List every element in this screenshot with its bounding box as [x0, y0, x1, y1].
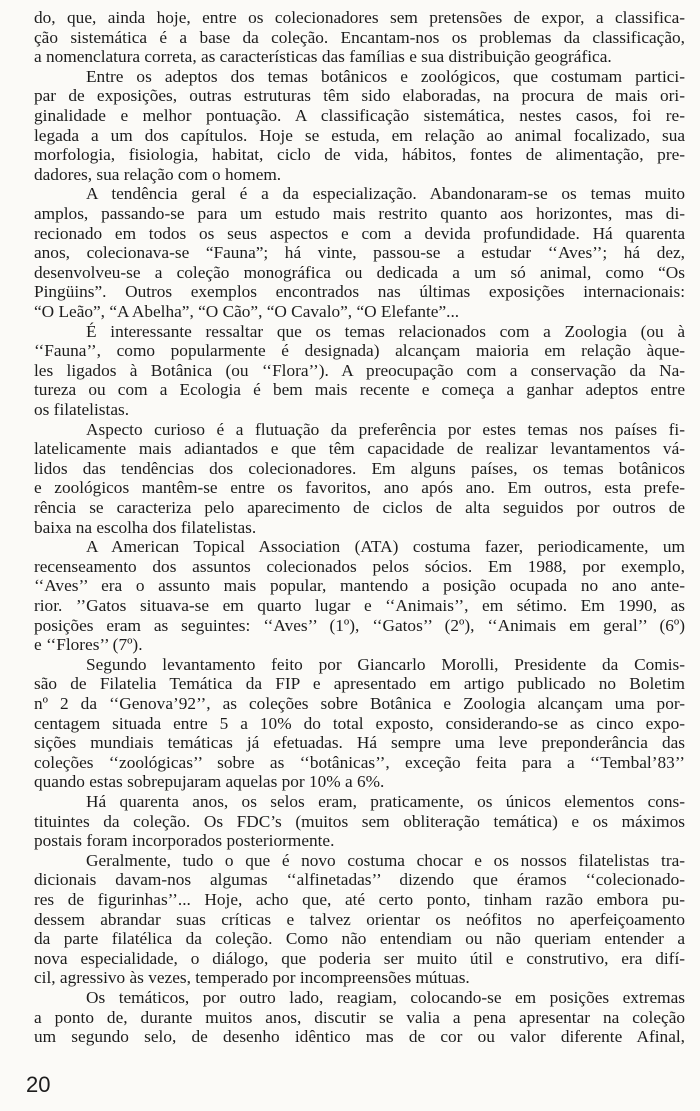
text-line: Entre os adeptos dos temas botânicos e zoológicos, que costumam partici- [86, 66, 685, 86]
text-line: do, que, ainda hoje, entre os colecionadores sem pretensões de expor, a classifica- [34, 8, 685, 27]
text-line: sições mundiais temáticas já efetuadas. Há sempre uma leve preponderância das [34, 733, 685, 753]
text-line: latelicamente mais adiantados e que têm capacidade de realizar levantamentos vá- [34, 439, 685, 459]
text-line: les ligados à Botânica (ou ‘‘Flora’’). A preocupação com a conservação da Na- [34, 360, 685, 380]
text-line: tureza ou com a Ecologia é bem mais recente e começa a ganhar adeptos entre [34, 380, 685, 400]
text-line: a ponto de, durante muitos anos, discutir se valia a pena apresentar na coleção [34, 1007, 685, 1027]
text-line: postais foram incorporados posteriormente. [34, 831, 335, 851]
text-line: dicionais davam-nos algumas ‘‘alfinetadas’’ dizendo que éramos ‘‘colecionado- [34, 870, 685, 890]
text-line: A American Topical Association (ATA) costuma fazer, periodicamente, um [86, 537, 685, 557]
text-line: quando estas sobrepujaram aquelas por 10% a 6%. [34, 772, 385, 792]
text-line: coleções ‘‘zoológicas’’ sobre as ‘‘botânicas’’, exceção feita para a ‘‘Tembal’83’’ [34, 752, 685, 772]
text-line: são de Filatelia Temática da FIP e apresentado em artigo publicado no Boletim [34, 674, 685, 694]
page-number: 20 [26, 1072, 51, 1097]
text-line: um segundo selo, de desenho idêntico mas de cor ou valor diferente Afinal, [34, 1027, 685, 1047]
text-line: Segundo levantamento feito por Giancarlo Morolli, Presidente da Comis- [86, 654, 685, 674]
text-line: Pingüins”. Outros exemplos encontrados nas últimas exposições internacionais: [34, 282, 685, 302]
text-line: res de figurinhas’’... Hoje, acho que, até certo ponto, tinham razão embora pu- [34, 890, 685, 909]
text-line: Há quarenta anos, os selos eram, praticamente, os únicos elementos cons- [86, 792, 685, 811]
text-line: É interessante ressaltar que os temas relacionados com a Zoologia (ou à [86, 321, 685, 341]
text-line: e zoológicos mantêm-se entre os favoritos, ano após ano. Em outros, esta prefe- [34, 478, 685, 498]
text-line: legada a um dos capítulos. Hoje se estuda, em relação ao animal focalizado, sua [34, 125, 685, 145]
text-line: par de exposições, outras estruturas têm sido elaboradas, na procura de mais ori- [34, 86, 685, 106]
text-line: recenseamento dos assuntos colecionados pelos sócios. Em 1988, por exemplo, [34, 556, 685, 576]
text-line: ção sistemática é a base da coleção. Encantam-nos os problemas da classificação, [34, 27, 685, 47]
text-line: Geralmente, tudo o que é novo costuma chocar e os nossos filatelistas tra- [86, 850, 685, 870]
text-line: da parte filatélica da coleção. Como não entendiam ou não queriam entender a [34, 929, 685, 949]
text-line: ‘‘Fauna’’, como popularmente é designada) alcançam maioria em relação àque- [34, 341, 685, 361]
text-line: A tendência geral é a da especialização. Abandonaram-se os temas muito [86, 184, 685, 204]
text-line: rência se caracteriza pelo aparecimento de ciclos de alta seguidos por outros de [34, 498, 685, 517]
text-line: “O Leão”, “A Abelha”, “O Cão”, “O Cavalo”, “O Elefante”... [34, 302, 460, 321]
text-line: cil, agressivo às vezes, temperado por incompreensões mútuas. [34, 968, 470, 988]
text-line: anos, colecionava-se “Fauna”; há vinte, passou-se a estudar ‘‘Aves’’; há dez, [34, 243, 685, 263]
text-line: ginalidade e melhor pontuação. A classificação sistemática, nestes casos, foi re- [34, 106, 685, 125]
text-line: dessem abrandar suas críticas e talvez orientar os neófitos no aperfeiçoamento [34, 909, 685, 929]
text-line: Os temáticos, por outro lado, reagiam, colocando-se em posições extremas [86, 988, 685, 1007]
text-line: amplos, passando-se para um estudo mais restrito quanto aos horizontes, mas di- [34, 204, 685, 223]
text-line: a nomenclatura correta, as características das famílias e sua distribuição geográfica. [34, 47, 612, 67]
text-line: desenvolveu-se a coleção monográfica ou dedicada a um só animal, como “Os [34, 262, 685, 282]
text-line: e ‘‘Flores’’ (7º). [34, 635, 143, 655]
text-line: nova especialidade, o diálogo, que poderia ser muito útil e construtivo, era difí- [34, 948, 685, 968]
text-line: centagem situada entre 5 a 10% do total exposto, considerando-se as cinco expo- [34, 713, 685, 733]
text-line: ‘‘Aves’’ era o assunto mais popular, mantendo a posição ocupada no ano ante- [34, 576, 685, 596]
text-line: nº 2 da ‘‘Genova’92’’, as coleções sobre Botânica e Zoologia alcançam uma por- [34, 694, 685, 713]
text-line: morfologia, fisiologia, habitat, ciclo de vida, hábitos, fontes de alimentação, pre- [34, 145, 685, 165]
text-line: os filatelistas. [34, 400, 130, 419]
text-line: recionado em todos os seus aspectos e com a devida profundidade. Há quarenta [34, 223, 685, 243]
text-line: posições eram as seguintes: ‘‘Aves’’ (1º), ‘‘Gatos’’ (2º), ‘‘Animais em geral’’ (6º) [34, 615, 685, 635]
text-line: lidos das tendências dos colecionadores. Em alguns países, os temas botânicos [34, 458, 685, 478]
text-line: baixa na escolha dos filatelistas. [34, 517, 257, 537]
text-line: tituintes da coleção. Os FDC’s (muitos sem obliteração temática) e os máximos [34, 811, 685, 831]
text-line: Aspecto curioso é a flutuação da preferência por estes temas nos países fi- [86, 419, 685, 439]
text-line: rior. ’’Gatos situava-se em quarto lugar e ‘‘Animais’’, em sétimo. Em 1990, as [34, 596, 685, 615]
text-line: dadores, sua relação com o homem. [34, 164, 282, 184]
